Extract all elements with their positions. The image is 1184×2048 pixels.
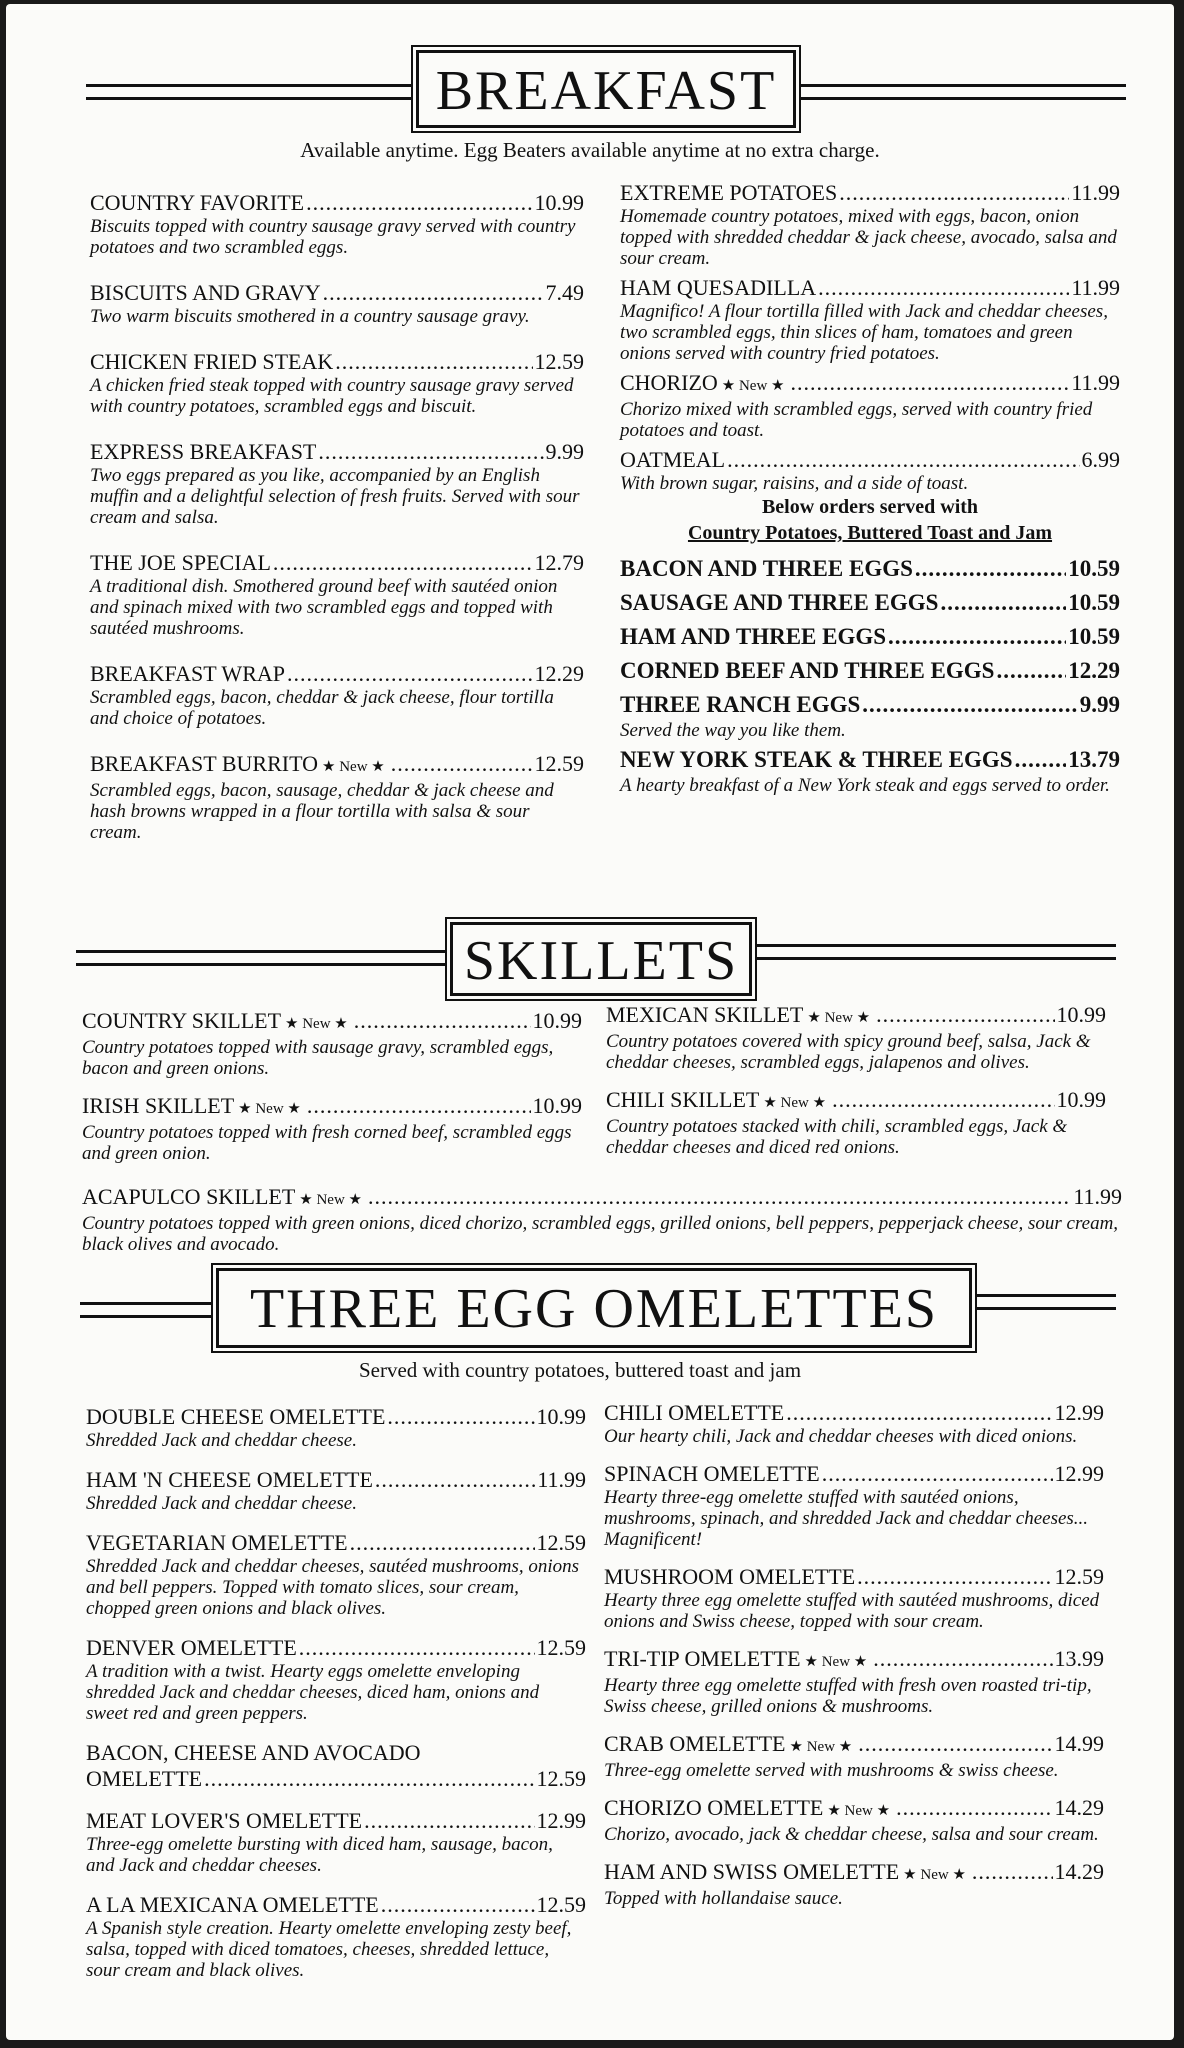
dot-leader bbox=[996, 656, 1066, 686]
item-name: COUNTRY SKILLET bbox=[82, 1008, 282, 1033]
skillets-wide-row bbox=[82, 1184, 1122, 1255]
item-header bbox=[606, 1087, 1106, 1116]
item-price: 12.29 bbox=[1068, 658, 1120, 683]
menu-item bbox=[86, 1467, 586, 1514]
item-price: 12.99 bbox=[1054, 1400, 1104, 1425]
item-price: 12.99 bbox=[536, 1808, 586, 1833]
item-price: 13.79 bbox=[1068, 747, 1120, 772]
item-name: CHICKEN FRIED STEAK bbox=[90, 349, 334, 374]
item-header bbox=[620, 656, 1120, 686]
menu-item bbox=[86, 1808, 586, 1876]
menu-item bbox=[620, 588, 1120, 618]
item-description: Country potatoes covered with spicy ground beef, salsa, Jack & cheddar cheeses, scrambled eggs, jalapenos and olives. bbox=[606, 1031, 1091, 1073]
item-price: 12.99 bbox=[1054, 1461, 1104, 1486]
skillets-left-column bbox=[82, 1008, 582, 1178]
dot-leader bbox=[299, 1635, 535, 1661]
item-name: BACON AND THREE EGGS bbox=[620, 556, 913, 581]
item-header bbox=[620, 745, 1120, 775]
item-name-cont: OMELETTE bbox=[86, 1766, 203, 1791]
item-header bbox=[620, 180, 1120, 206]
item-description: A traditional dish. Smothered ground beef with sautéed onion and spinach mixed with two scrambled eggs and topped with sautéed mushrooms. bbox=[90, 576, 558, 639]
item-name: THREE RANCH EGGS bbox=[620, 692, 861, 717]
item-header bbox=[620, 370, 1120, 399]
item-name: CHORIZO bbox=[620, 370, 718, 395]
item-header bbox=[86, 1635, 586, 1661]
item-header bbox=[90, 190, 584, 216]
item-name: DOUBLE CHEESE OMELETTE bbox=[86, 1404, 386, 1429]
item-header bbox=[620, 588, 1120, 618]
item-description: Scrambled eggs, bacon, sausage, cheddar & jack cheese and hash browns wrapped in a flour tortilla with salsa & sour cream. bbox=[90, 780, 554, 843]
dot-leader bbox=[273, 550, 533, 576]
item-price: 11.99 bbox=[1071, 180, 1120, 205]
item-header bbox=[86, 1404, 586, 1430]
item-name: SPINACH OMELETTE bbox=[604, 1461, 820, 1486]
dot-leader bbox=[915, 554, 1066, 584]
item-description: Chorizo mixed with scrambled eggs, served with country fried potatoes and toast. bbox=[620, 399, 1093, 441]
item-description: Our hearty chili, Jack and cheddar cheeses with diced onions. bbox=[604, 1426, 1078, 1447]
dot-leader bbox=[873, 1646, 1052, 1672]
item-price: 10.59 bbox=[1068, 624, 1120, 649]
item-price: 10.59 bbox=[1068, 556, 1120, 581]
served-with-note: Below orders served with bbox=[761, 496, 979, 518]
menu-item bbox=[86, 1892, 586, 1981]
dot-leader bbox=[350, 1530, 535, 1556]
item-price: 12.79 bbox=[534, 550, 584, 575]
dot-leader bbox=[822, 1461, 1053, 1487]
menu-item bbox=[604, 1795, 1104, 1845]
menu-item bbox=[620, 622, 1120, 652]
menu-item bbox=[606, 1087, 1106, 1158]
skillets-right-column bbox=[606, 1002, 1106, 1172]
dot-leader bbox=[364, 1808, 534, 1834]
skillets-title: SKILLETS bbox=[450, 922, 752, 996]
breakfast-left-column bbox=[90, 190, 584, 865]
item-description: Three-egg omelette served with mushrooms & swiss cheese. bbox=[604, 1760, 1059, 1781]
breakfast-rule-left bbox=[86, 84, 416, 100]
menu-item bbox=[90, 661, 584, 729]
item-description: A chicken fried steak topped with country sausage gravy served with country potatoes, scrambled eggs and biscuit. bbox=[90, 375, 574, 417]
item-header bbox=[604, 1646, 1104, 1675]
item-description: Country potatoes topped with green onions, diced chorizo, scrambled eggs, grilled onions, bell peppers, pepperjack cheese, sour cream, black olives and avocado. bbox=[82, 1213, 1119, 1255]
item-description: Shredded Jack and cheddar cheese. bbox=[86, 1430, 357, 1451]
item-price: 12.59 bbox=[536, 1530, 586, 1555]
dot-leader bbox=[876, 1002, 1054, 1028]
item-header bbox=[86, 1530, 586, 1556]
dot-leader bbox=[862, 690, 1077, 720]
omelettes-right-column bbox=[604, 1400, 1104, 1923]
item-description: Country potatoes topped with sausage gravy, scrambled eggs, bacon and green onions. bbox=[82, 1037, 554, 1079]
item-name: VEGETARIAN OMELETTE bbox=[86, 1530, 348, 1555]
menu-item bbox=[90, 349, 584, 417]
item-name: MEXICAN SKILLET bbox=[606, 1002, 804, 1027]
menu-item bbox=[90, 550, 584, 639]
item-header bbox=[604, 1461, 1104, 1487]
dot-leader bbox=[791, 370, 1070, 396]
item-description: Two eggs prepared as you like, accompanied by an English muffin and a delightful selection of fresh fruits. Served with sour cream and salsa. bbox=[90, 465, 580, 528]
item-price: 11.99 bbox=[1071, 370, 1120, 395]
item-price: 7.49 bbox=[545, 280, 584, 305]
item-price: 14.29 bbox=[1054, 1859, 1104, 1884]
skillets-rule-right bbox=[756, 944, 1116, 960]
dot-leader bbox=[323, 280, 544, 306]
item-name: TRI-TIP OMELETTE bbox=[604, 1646, 801, 1671]
item-header bbox=[604, 1859, 1104, 1888]
dot-leader bbox=[940, 588, 1066, 618]
item-price: 14.29 bbox=[1054, 1795, 1104, 1820]
menu-item bbox=[604, 1731, 1104, 1781]
item-name: MUSHROOM OMELETTE bbox=[604, 1564, 856, 1589]
item-price: 12.59 bbox=[536, 1892, 586, 1917]
menu-page bbox=[6, 4, 1174, 2040]
new-badge: ★ New ★ bbox=[807, 1010, 871, 1026]
menu-item bbox=[82, 1184, 1122, 1255]
item-description: Served the way you like them. bbox=[620, 720, 846, 741]
item-header bbox=[90, 349, 584, 375]
item-header bbox=[86, 1467, 586, 1493]
item-description: With brown sugar, raisins, and a side of toast. bbox=[620, 473, 969, 494]
item-header bbox=[620, 622, 1120, 652]
item-description: Hearty three egg omelette stuffed with fresh oven roasted tri-tip, Swiss cheese, grilled onions & mushrooms. bbox=[604, 1675, 1092, 1717]
item-description: Scrambled eggs, bacon, cheddar & jack cheese, flour tortilla and choice of potatoes. bbox=[90, 687, 554, 729]
item-description: A tradition with a twist. Hearty eggs omelette enveloping shredded Jack and cheddar cheeses, diced ham, onions and sweet red and green peppers. bbox=[86, 1661, 540, 1724]
item-price: 10.99 bbox=[534, 190, 584, 215]
dot-leader bbox=[204, 1766, 534, 1792]
menu-item bbox=[620, 370, 1120, 441]
item-name: DENVER OMELETTE bbox=[86, 1635, 297, 1660]
new-badge: ★ New ★ bbox=[238, 1101, 301, 1117]
menu-item bbox=[604, 1646, 1104, 1717]
menu-item bbox=[604, 1400, 1104, 1447]
item-header bbox=[90, 280, 584, 306]
dot-leader bbox=[387, 1404, 534, 1430]
menu-item bbox=[90, 751, 584, 843]
new-badge: ★ New ★ bbox=[804, 1654, 868, 1670]
new-badge: ★ New ★ bbox=[285, 1016, 348, 1032]
item-description: Country potatoes topped with fresh corned beef, scrambled eggs and green onion. bbox=[82, 1122, 572, 1164]
item-header bbox=[90, 439, 584, 465]
omelettes-title: THREE EGG OMELETTES bbox=[216, 1268, 972, 1348]
item-name: EXTREME POTATOES bbox=[620, 180, 838, 205]
item-name: HAM AND THREE EGGS bbox=[620, 624, 887, 649]
new-badge: ★ New ★ bbox=[299, 1192, 362, 1208]
item-price: 12.29 bbox=[534, 661, 584, 686]
dot-leader bbox=[727, 447, 1079, 473]
dot-leader bbox=[972, 1859, 1053, 1885]
menu-item bbox=[620, 275, 1120, 364]
item-price: 10.59 bbox=[1068, 590, 1120, 615]
menu-item bbox=[86, 1404, 586, 1451]
item-price: 10.99 bbox=[1056, 1002, 1106, 1027]
dot-leader bbox=[1015, 745, 1067, 775]
item-price: 12.59 bbox=[1054, 1564, 1104, 1589]
menu-item bbox=[620, 656, 1120, 686]
breakfast-rule-right bbox=[796, 84, 1126, 100]
item-price: 10.99 bbox=[532, 1093, 582, 1118]
skillets-rule-left bbox=[76, 950, 446, 966]
menu-item bbox=[90, 280, 584, 327]
item-price: 12.59 bbox=[534, 349, 584, 374]
menu-item bbox=[86, 1530, 586, 1619]
item-header bbox=[86, 1892, 586, 1918]
item-name: COUNTRY FAVORITE bbox=[90, 190, 305, 215]
item-description: Three-egg omelette bursting with diced ham, sausage, bacon, and Jack and cheddar cheeses. bbox=[86, 1834, 553, 1876]
item-header bbox=[620, 447, 1120, 473]
dot-leader bbox=[896, 1795, 1052, 1821]
item-description: Hearty three-egg omelette stuffed with sautéed onions, mushrooms, spinach, and shredded Jack and cheddar cheeses... Magnificent! bbox=[604, 1487, 1089, 1550]
new-badge: ★ New ★ bbox=[827, 1803, 891, 1819]
breakfast-title: BREAKFAST bbox=[416, 50, 796, 128]
item-name: THE JOE SPECIAL bbox=[90, 550, 271, 575]
item-price: 12.59 bbox=[536, 1766, 586, 1791]
item-header bbox=[86, 1808, 586, 1834]
omelettes-subtitle: Served with country potatoes, buttered toast and jam bbox=[358, 1358, 802, 1382]
item-name: BREAKFAST WRAP bbox=[90, 661, 285, 686]
menu-item bbox=[620, 447, 1120, 494]
omelettes-rule-left bbox=[80, 1302, 216, 1318]
item-name-line bbox=[86, 1740, 586, 1766]
item-header bbox=[90, 661, 584, 687]
item-header bbox=[90, 751, 584, 780]
item-name: HAM AND SWISS OMELETTE bbox=[604, 1859, 900, 1884]
dot-leader bbox=[335, 349, 532, 375]
dot-leader bbox=[368, 1184, 1071, 1210]
dot-leader bbox=[307, 1093, 531, 1119]
item-header bbox=[82, 1008, 582, 1037]
dot-leader bbox=[786, 1400, 1052, 1426]
dot-leader bbox=[287, 661, 533, 687]
menu-item bbox=[90, 190, 584, 258]
menu-item bbox=[86, 1740, 586, 1792]
item-name: BISCUITS AND GRAVY bbox=[90, 280, 321, 305]
item-header bbox=[604, 1795, 1104, 1824]
item-price: 6.99 bbox=[1081, 447, 1120, 472]
menu-item bbox=[620, 690, 1120, 741]
dot-leader bbox=[888, 622, 1066, 652]
item-name: CRAB OMELETTE bbox=[604, 1731, 786, 1756]
breakfast-subtitle: Available anytime. Egg Beaters available anytime at no extra charge. bbox=[300, 138, 880, 162]
item-price: 9.99 bbox=[545, 439, 584, 464]
menu-item bbox=[86, 1635, 586, 1724]
item-description: Shredded Jack and cheddar cheese. bbox=[86, 1493, 357, 1514]
item-price: 10.99 bbox=[536, 1404, 586, 1429]
item-description: Chorizo, avocado, jack & cheddar cheese, salsa and sour cream. bbox=[604, 1824, 1099, 1845]
new-badge: ★ New ★ bbox=[789, 1739, 853, 1755]
dot-leader bbox=[318, 439, 543, 465]
dot-leader bbox=[375, 1467, 535, 1493]
item-price: 10.99 bbox=[1056, 1087, 1106, 1112]
item-description: Biscuits topped with country sausage gravy served with country potatoes and two scrambled eggs. bbox=[90, 216, 576, 258]
item-header bbox=[604, 1731, 1104, 1760]
item-name: A LA MEXICANA OMELETTE bbox=[86, 1892, 379, 1917]
item-header bbox=[86, 1766, 586, 1792]
new-badge: ★ New ★ bbox=[721, 378, 785, 394]
omelettes-rule-right bbox=[972, 1294, 1116, 1310]
item-name: NEW YORK STEAK & THREE EGGS bbox=[620, 747, 1013, 772]
item-header bbox=[620, 275, 1120, 301]
item-name: ACAPULCO SKILLET bbox=[82, 1184, 296, 1209]
item-description: Hearty three egg omelette stuffed with sautéed mushrooms, diced onions and Swiss cheese, topped with sour cream. bbox=[604, 1590, 1100, 1632]
item-name: HAM QUESADILLA bbox=[620, 275, 817, 300]
item-name: SAUSAGE AND THREE EGGS bbox=[620, 590, 939, 615]
item-description: Magnifico! A flour tortilla filled with Jack and cheddar cheeses, two scrambled eggs, thin slices of ham, tomatoes and green onions served with country fried potatoes. bbox=[620, 301, 1108, 364]
menu-item bbox=[606, 1002, 1106, 1073]
item-description: Two warm biscuits smothered in a country sausage gravy. bbox=[90, 306, 530, 327]
item-price: 14.99 bbox=[1054, 1731, 1104, 1756]
item-description: A Spanish style creation. Hearty omelette enveloping zesty beef, salsa, topped with diced tomatoes, cheeses, shredded lettuce, sour cream and black olives. bbox=[86, 1918, 572, 1981]
item-header bbox=[620, 554, 1120, 584]
item-header bbox=[90, 550, 584, 576]
breakfast-right-column bbox=[620, 180, 1120, 800]
dot-leader bbox=[381, 1892, 535, 1918]
item-name: CHILI SKILLET bbox=[606, 1087, 760, 1112]
item-header bbox=[604, 1400, 1104, 1426]
item-header bbox=[604, 1564, 1104, 1590]
omelettes-left-column bbox=[86, 1404, 586, 1997]
item-description: Topped with hollandaise sauce. bbox=[604, 1888, 843, 1909]
menu-item bbox=[82, 1093, 582, 1164]
item-price: 12.59 bbox=[534, 751, 584, 776]
dot-leader bbox=[839, 180, 1069, 206]
served-with-sides: Country Potatoes, Buttered Toast and Jam bbox=[687, 522, 1053, 544]
item-name: BREAKFAST BURRITO bbox=[90, 751, 318, 776]
item-name: OATMEAL bbox=[620, 447, 726, 472]
item-description: Shredded Jack and cheddar cheeses, sautéed mushrooms, onions and bell peppers. Topped with tomato slices, sour cream, chopped green onions and black olives. bbox=[86, 1556, 580, 1619]
item-name: IRISH SKILLET bbox=[82, 1093, 235, 1118]
menu-item bbox=[620, 745, 1120, 796]
menu-item bbox=[620, 180, 1120, 269]
item-name: HAM 'N CHEESE OMELETTE bbox=[86, 1467, 373, 1492]
new-badge: ★ New ★ bbox=[763, 1095, 827, 1111]
item-header bbox=[620, 690, 1120, 720]
item-name: EXPRESS BREAKFAST bbox=[90, 439, 317, 464]
item-price: 9.99 bbox=[1079, 692, 1120, 717]
new-badge: ★ New ★ bbox=[903, 1867, 966, 1883]
dot-leader bbox=[858, 1731, 1052, 1757]
item-price: 11.99 bbox=[1073, 1184, 1122, 1209]
dot-leader bbox=[832, 1087, 1054, 1113]
item-header bbox=[82, 1184, 1122, 1213]
item-name: CHORIZO OMELETTE bbox=[604, 1795, 824, 1820]
dot-leader bbox=[391, 751, 533, 777]
item-price: 11.99 bbox=[537, 1467, 586, 1492]
menu-item bbox=[82, 1008, 582, 1079]
item-name: CHILI OMELETTE bbox=[604, 1400, 785, 1425]
item-price: 11.99 bbox=[1071, 275, 1120, 300]
menu-item bbox=[604, 1564, 1104, 1632]
menu-item bbox=[604, 1461, 1104, 1550]
item-description: Homemade country potatoes, mixed with eggs, bacon, onion topped with shredded cheddar & jack cheese, avocado, salsa and sour cream. bbox=[620, 206, 1117, 269]
item-name: BACON, CHEESE AND AVOCADO bbox=[86, 1740, 421, 1765]
dot-leader bbox=[857, 1564, 1052, 1590]
dot-leader bbox=[306, 190, 532, 216]
dot-leader bbox=[818, 275, 1069, 301]
menu-item bbox=[90, 439, 584, 528]
item-price: 13.99 bbox=[1054, 1646, 1104, 1671]
item-header bbox=[82, 1093, 582, 1122]
item-price: 10.99 bbox=[532, 1008, 582, 1033]
menu-item bbox=[620, 554, 1120, 584]
item-description: Country potatoes stacked with chili, scrambled eggs, Jack & cheddar cheeses and diced red onions. bbox=[606, 1116, 1068, 1158]
menu-item bbox=[604, 1859, 1104, 1909]
new-badge: ★ New ★ bbox=[322, 759, 385, 775]
item-name: CORNED BEEF AND THREE EGGS bbox=[620, 658, 995, 683]
item-header bbox=[606, 1002, 1106, 1031]
item-name: MEAT LOVER'S OMELETTE bbox=[86, 1808, 363, 1833]
dot-leader bbox=[354, 1008, 531, 1034]
item-price: 12.59 bbox=[536, 1635, 586, 1660]
item-description: A hearty breakfast of a New York steak and eggs served to order. bbox=[620, 775, 1110, 796]
